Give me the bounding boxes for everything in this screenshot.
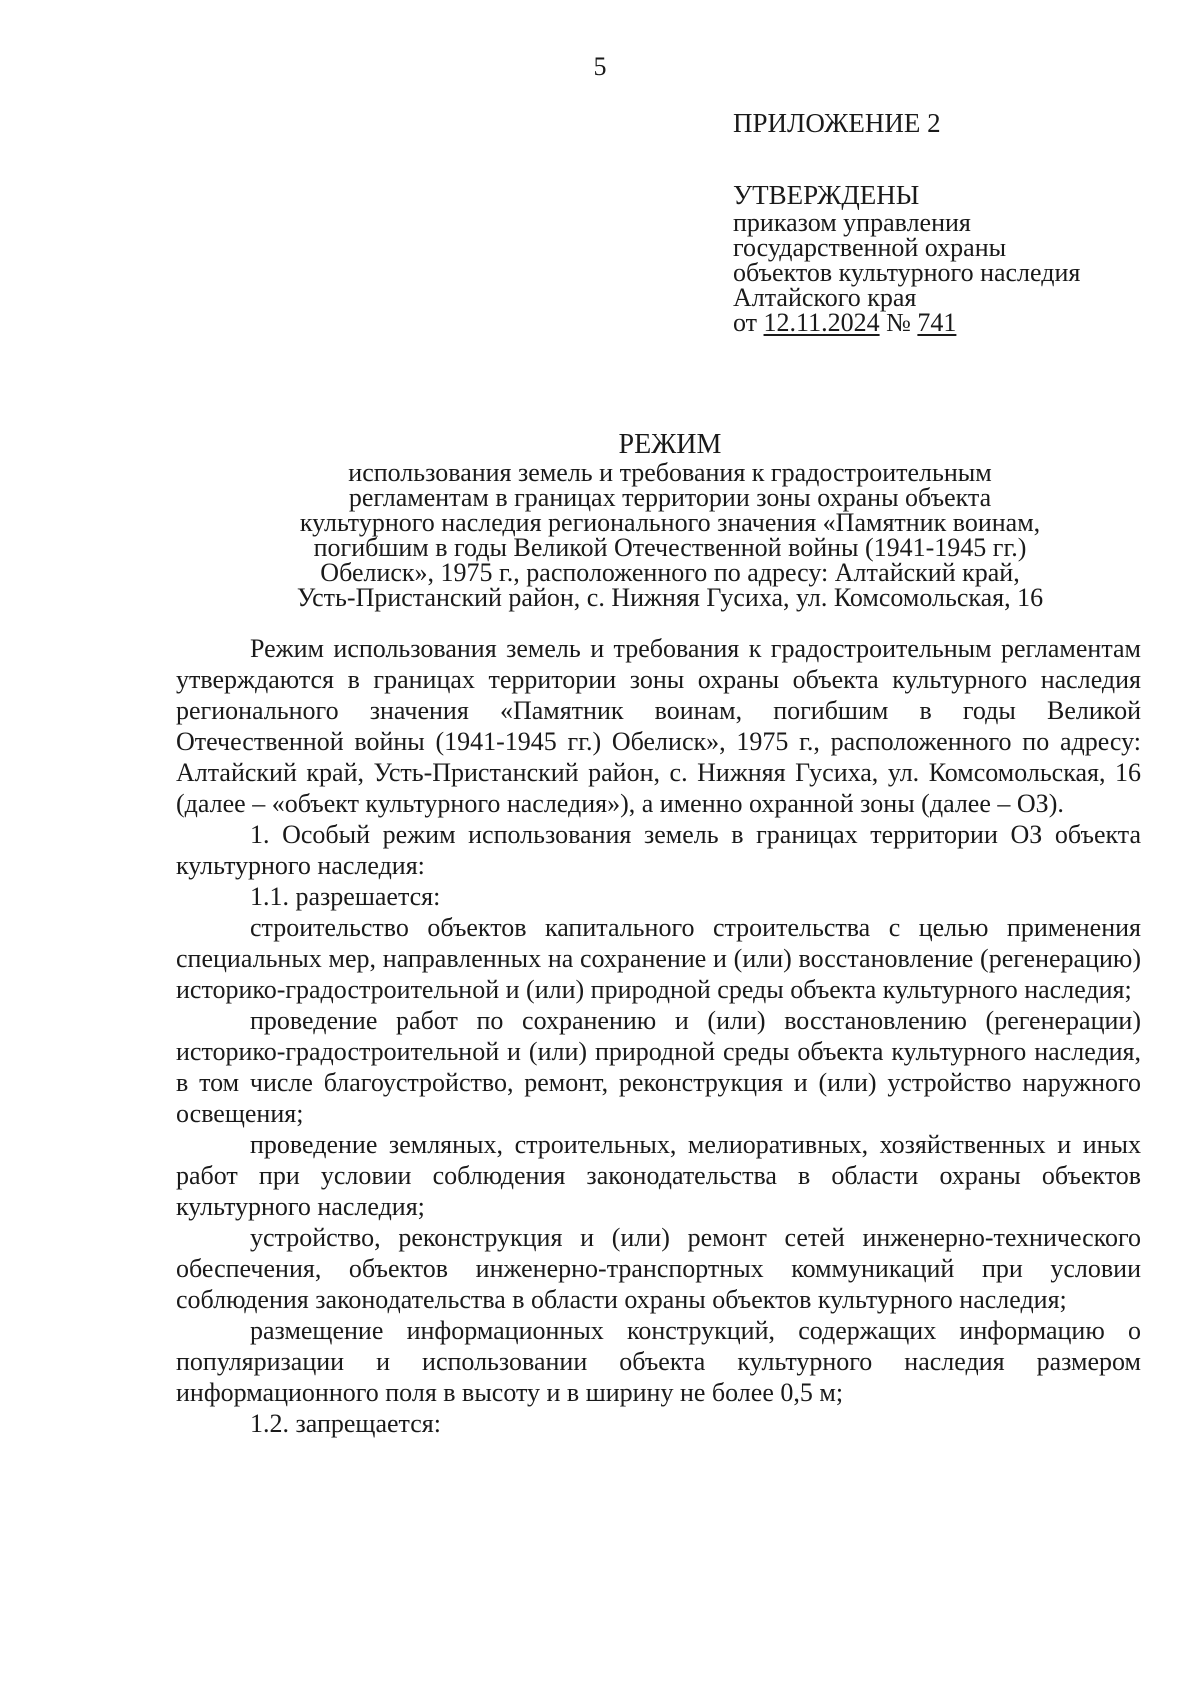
heading-line: регламентам в границах территории зоны охраны объекта (348, 483, 992, 512)
order-number: 741 (917, 308, 957, 337)
permitted-item: проведение работ по сохранению и (или) восстановлению (регенерации) историко-градостроительной и (или) природной среды объекта культурного наследия, в том числе благоустройство, ремонт, реконструкция и (или) устройство наружного освещения; (176, 1006, 1141, 1128)
approval-date-line (733, 310, 1173, 335)
approval-line: государственной охраны (733, 233, 1007, 262)
heading-line: погибшим в годы Великой Отечественной войны (1941-1945 гг.) (313, 533, 1027, 562)
appendix-label: ПРИЛОЖЕНИЕ 2 (733, 108, 941, 138)
section-1-heading: 1. Особый режим использования земель в границах территории ОЗ объекта культурного наследия: (176, 820, 1141, 880)
heading-line: Усть-Пристанский район, с. Нижняя Гусиха, ул. Комсомольская, 16 (296, 583, 1044, 612)
approval-block (733, 108, 1173, 335)
heading-line: культурного наследия регионального значения «Памятник воинам, (299, 508, 1041, 537)
subsection-1-1-heading: 1.1. разрешается: (250, 882, 441, 911)
approved-label: УТВЕРЖДЕНЫ (733, 180, 920, 210)
heading-line: Обелиск», 1975 г., расположенного по адресу: Алтайский край, (320, 558, 1020, 587)
order-date: 12.11.2024 (763, 308, 880, 337)
document-body (176, 633, 1141, 1439)
approval-line: приказом управления (733, 208, 971, 237)
permitted-item: проведение земляных, строительных, мелиоративных, хозяйственных и иных работ при условии соблюдения законодательства в области охраны объектов культурного наследия; (176, 1130, 1141, 1221)
heading-line: использования земель и требования к градостроительным (348, 458, 992, 487)
approval-line: Алтайского края (733, 283, 917, 312)
intro-paragraph: Режим использования земель и требования к градостроительным регламентам утверждаются в границах территории зоны охраны объекта культурного наследия регионального значения «Памятник воинам, погибшим в годы Великой Отечественной войны (1941-1945 гг.) Обелиск», 1975 г., расположенного по адресу: Алтайский край, Усть-Пристанский район, с. Нижняя Гусиха, ул. Комсомольская, 16 (далее – «объект культурного наследия»), а именно охранной зоны (далее – ОЗ). (176, 634, 1141, 818)
number-sign: № (886, 308, 911, 337)
approval-line: объектов культурного наследия (733, 258, 1081, 287)
document-title: РЕЖИМ (618, 429, 722, 460)
permitted-item: устройство, реконструкция и (или) ремонт сетей инженерно-технического обеспечения, объектов инженерно-транспортных коммуникаций при условии соблюдения законодательства в области охраны объектов культурного наследия; (176, 1223, 1141, 1314)
date-prefix: от (733, 308, 758, 337)
document-heading (230, 430, 1110, 610)
permitted-item: строительство объектов капитального строительства с целью применения специальных мер, направленных на сохранение и (или) восстановление (регенерацию) историко-градостроительной и (или) природной среды объекта культурного наследия; (176, 913, 1141, 1004)
permitted-item: размещение информационных конструкций, содержащих информацию о популяризации и использовании объекта культурного наследия размером информационного поля в высоту и в ширину не более 0,5 м; (176, 1316, 1141, 1407)
page-number: 5 (593, 52, 607, 81)
subsection-1-2-heading: 1.2. запрещается: (250, 1409, 441, 1438)
